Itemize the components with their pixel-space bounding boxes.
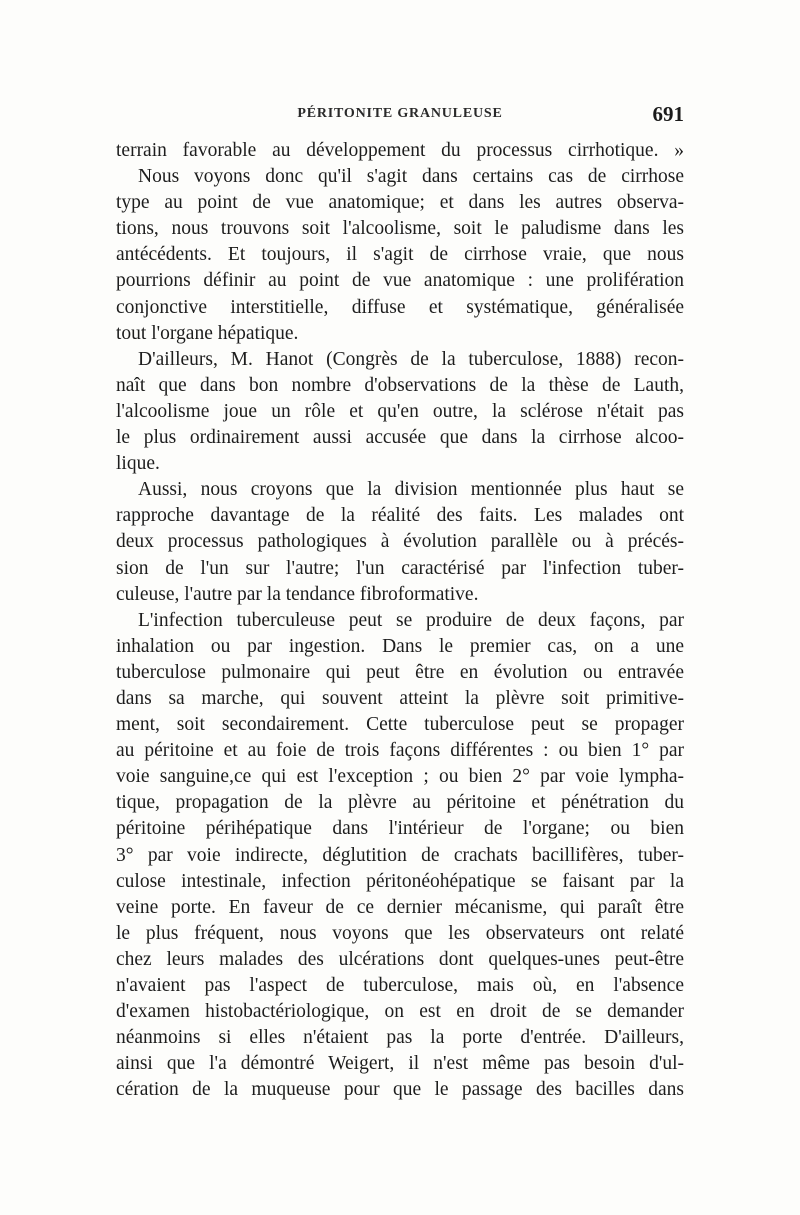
- text-line: ment, soit secondairement. Cette tuberculose peut se propager: [116, 714, 684, 736]
- text-line: D'ailleurs, M. Hanot (Congrès de la tuberculose, 1888) recon-: [138, 348, 684, 370]
- text-line: tique, propagation de la plèvre au péritoine et pénétration du: [116, 792, 684, 814]
- text-line: type au point de vue anatomique; et dans les autres observa-: [116, 192, 684, 214]
- text-line: culose intestinale, infection péritonéohépatique se faisant par la: [116, 870, 684, 892]
- running-head: [116, 104, 684, 130]
- text-line: conjonctive interstitielle, diffuse et systématique, généralisée: [116, 296, 684, 318]
- text-line: deux processus pathologiques à évolution parallèle ou à précés-: [116, 531, 684, 553]
- text-line: néanmoins si elles n'étaient pas la porte d'entrée. D'ailleurs,: [116, 1027, 684, 1049]
- text-line: l'alcoolisme joue un rôle et qu'en outre, la sclérose n'était pas: [116, 400, 684, 422]
- text-line: dans sa marche, qui souvent atteint la plèvre soit primitive-: [116, 687, 684, 709]
- text-line: ainsi que l'a démontré Weigert, il n'est même pas besoin d'ul-: [116, 1053, 684, 1075]
- text-line: L'infection tuberculeuse peut se produire de deux façons, par: [138, 609, 684, 631]
- text-line: pourrions définir au point de vue anatomique : une prolifération: [116, 270, 684, 292]
- text-line: terrain favorable au développement du processus cirrhotique. »: [116, 140, 684, 161]
- text-line: naît que dans bon nombre d'observations de la thèse de Lauth,: [116, 374, 684, 396]
- text-line: tout l'organe hépatique.: [116, 322, 299, 344]
- text-line: cération de la muqueuse pour que le passage des bacilles dans: [116, 1079, 684, 1101]
- text-line: lique.: [116, 453, 160, 475]
- text-line: rapproche davantage de la réalité des faits. Les malades ont: [116, 505, 684, 527]
- text-line: péritoine périhépatique dans l'intérieur de l'organe; ou bien: [116, 818, 684, 840]
- running-title: PÉRITONITE GRANULEUSE: [297, 106, 503, 121]
- text-line: inhalation ou par ingestion. Dans le premier cas, on a une: [116, 635, 684, 657]
- text-line: veine porte. En faveur de ce dernier mécanisme, qui paraît être: [116, 896, 684, 918]
- text-line: chez leurs malades des ulcérations dont quelques-unes peut-être: [116, 948, 684, 970]
- text-line: tuberculose pulmonaire qui peut être en évolution ou entravée: [116, 661, 684, 683]
- page-number: 691: [652, 102, 684, 126]
- text-line: tions, nous trouvons soit l'alcoolisme, soit le paludisme dans les: [116, 218, 684, 240]
- text-line: n'avaient pas l'aspect de tuberculose, mais où, en l'absence: [116, 975, 684, 996]
- text-line: sion de l'un sur l'autre; l'un caractérisé par l'infection tuber-: [116, 557, 684, 579]
- text-line: Aussi, nous croyons que la division mentionnée plus haut se: [138, 479, 684, 501]
- text-line: au péritoine et au foie de trois façons différentes : ou bien 1° par: [116, 740, 684, 762]
- text-line: culeuse, l'autre par la tendance fibroformative.: [116, 583, 479, 605]
- text-line: d'examen histobactériologique, on est en droit de se demander: [116, 1001, 684, 1023]
- text-line: 3° par voie indirecte, déglutition de crachats bacillifères, tuber-: [116, 844, 684, 866]
- text-line: antécédents. Et toujours, il s'agit de cirrhose vraie, que nous: [116, 244, 684, 266]
- text-line: le plus fréquent, nous voyons que les observateurs ont relaté: [116, 922, 684, 944]
- text-line: le plus ordinairement aussi accusée que dans la cirrhose alcoo-: [116, 427, 684, 449]
- text-line: voie sanguine,ce qui est l'exception ; ou bien 2° par voie lympha-: [116, 766, 684, 788]
- text-line: Nous voyons donc qu'il s'agit dans certains cas de cirrhose: [138, 166, 684, 188]
- body-text: [116, 138, 684, 1103]
